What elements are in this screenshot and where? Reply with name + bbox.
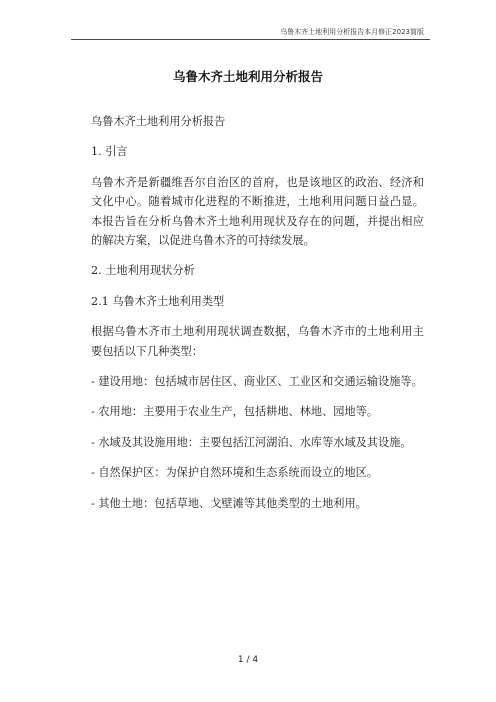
paragraph-survey-data: 根据乌鲁木齐市土地利用现状调查数据，乌鲁木齐市的土地利用主要包括以下几种类型：	[91, 325, 424, 358]
subsection-heading-land-use-types: 2.1 乌鲁木齐土地利用类型	[91, 294, 225, 308]
header-divider	[71, 39, 430, 40]
document-body	[91, 112, 424, 524]
page-indicator: 1 / 4	[237, 655, 259, 665]
list-item-water-area: - 水域及其设施用地：主要包括江河湖泊、水库等水域及其设施。	[91, 435, 412, 449]
paragraph-introduction: 乌鲁木齐是新疆维吾尔自治区的首府，也是该地区的政治、经济和文化中心。随着城市化进程的不断推进，土地利用问题日益凸显。本报告旨在分析乌鲁木齐土地利用现状及存在的问题，并提出相应的解决方案，以促进乌鲁木齐的可持续发展。	[91, 175, 424, 248]
list-item-agricultural-land: - 农用地：主要用于农业生产，包括耕地、林地、园地等。	[91, 405, 379, 419]
list-item-construction-land: - 建设用地：包括城市居住区、商业区、工业区和交通运输设施等。	[91, 375, 423, 389]
section-heading-status-analysis: 2. 土地利用现状分析	[91, 264, 195, 278]
list-item-nature-reserve: - 自然保护区：为保护自然环境和生态系统而设立的地区。	[91, 466, 379, 480]
running-header: 乌鲁木齐土地利用分析报告本月修正2023简版	[280, 28, 424, 36]
section-heading-introduction: 1. 引言	[91, 145, 128, 159]
list-item-other-land: - 其他土地：包括草地、戈壁滩等其他类型的土地利用。	[91, 496, 367, 510]
paragraph-subtitle: 乌鲁木齐土地利用分析报告	[91, 115, 226, 128]
document-title: 乌鲁木齐土地利用分析报告	[172, 69, 323, 84]
